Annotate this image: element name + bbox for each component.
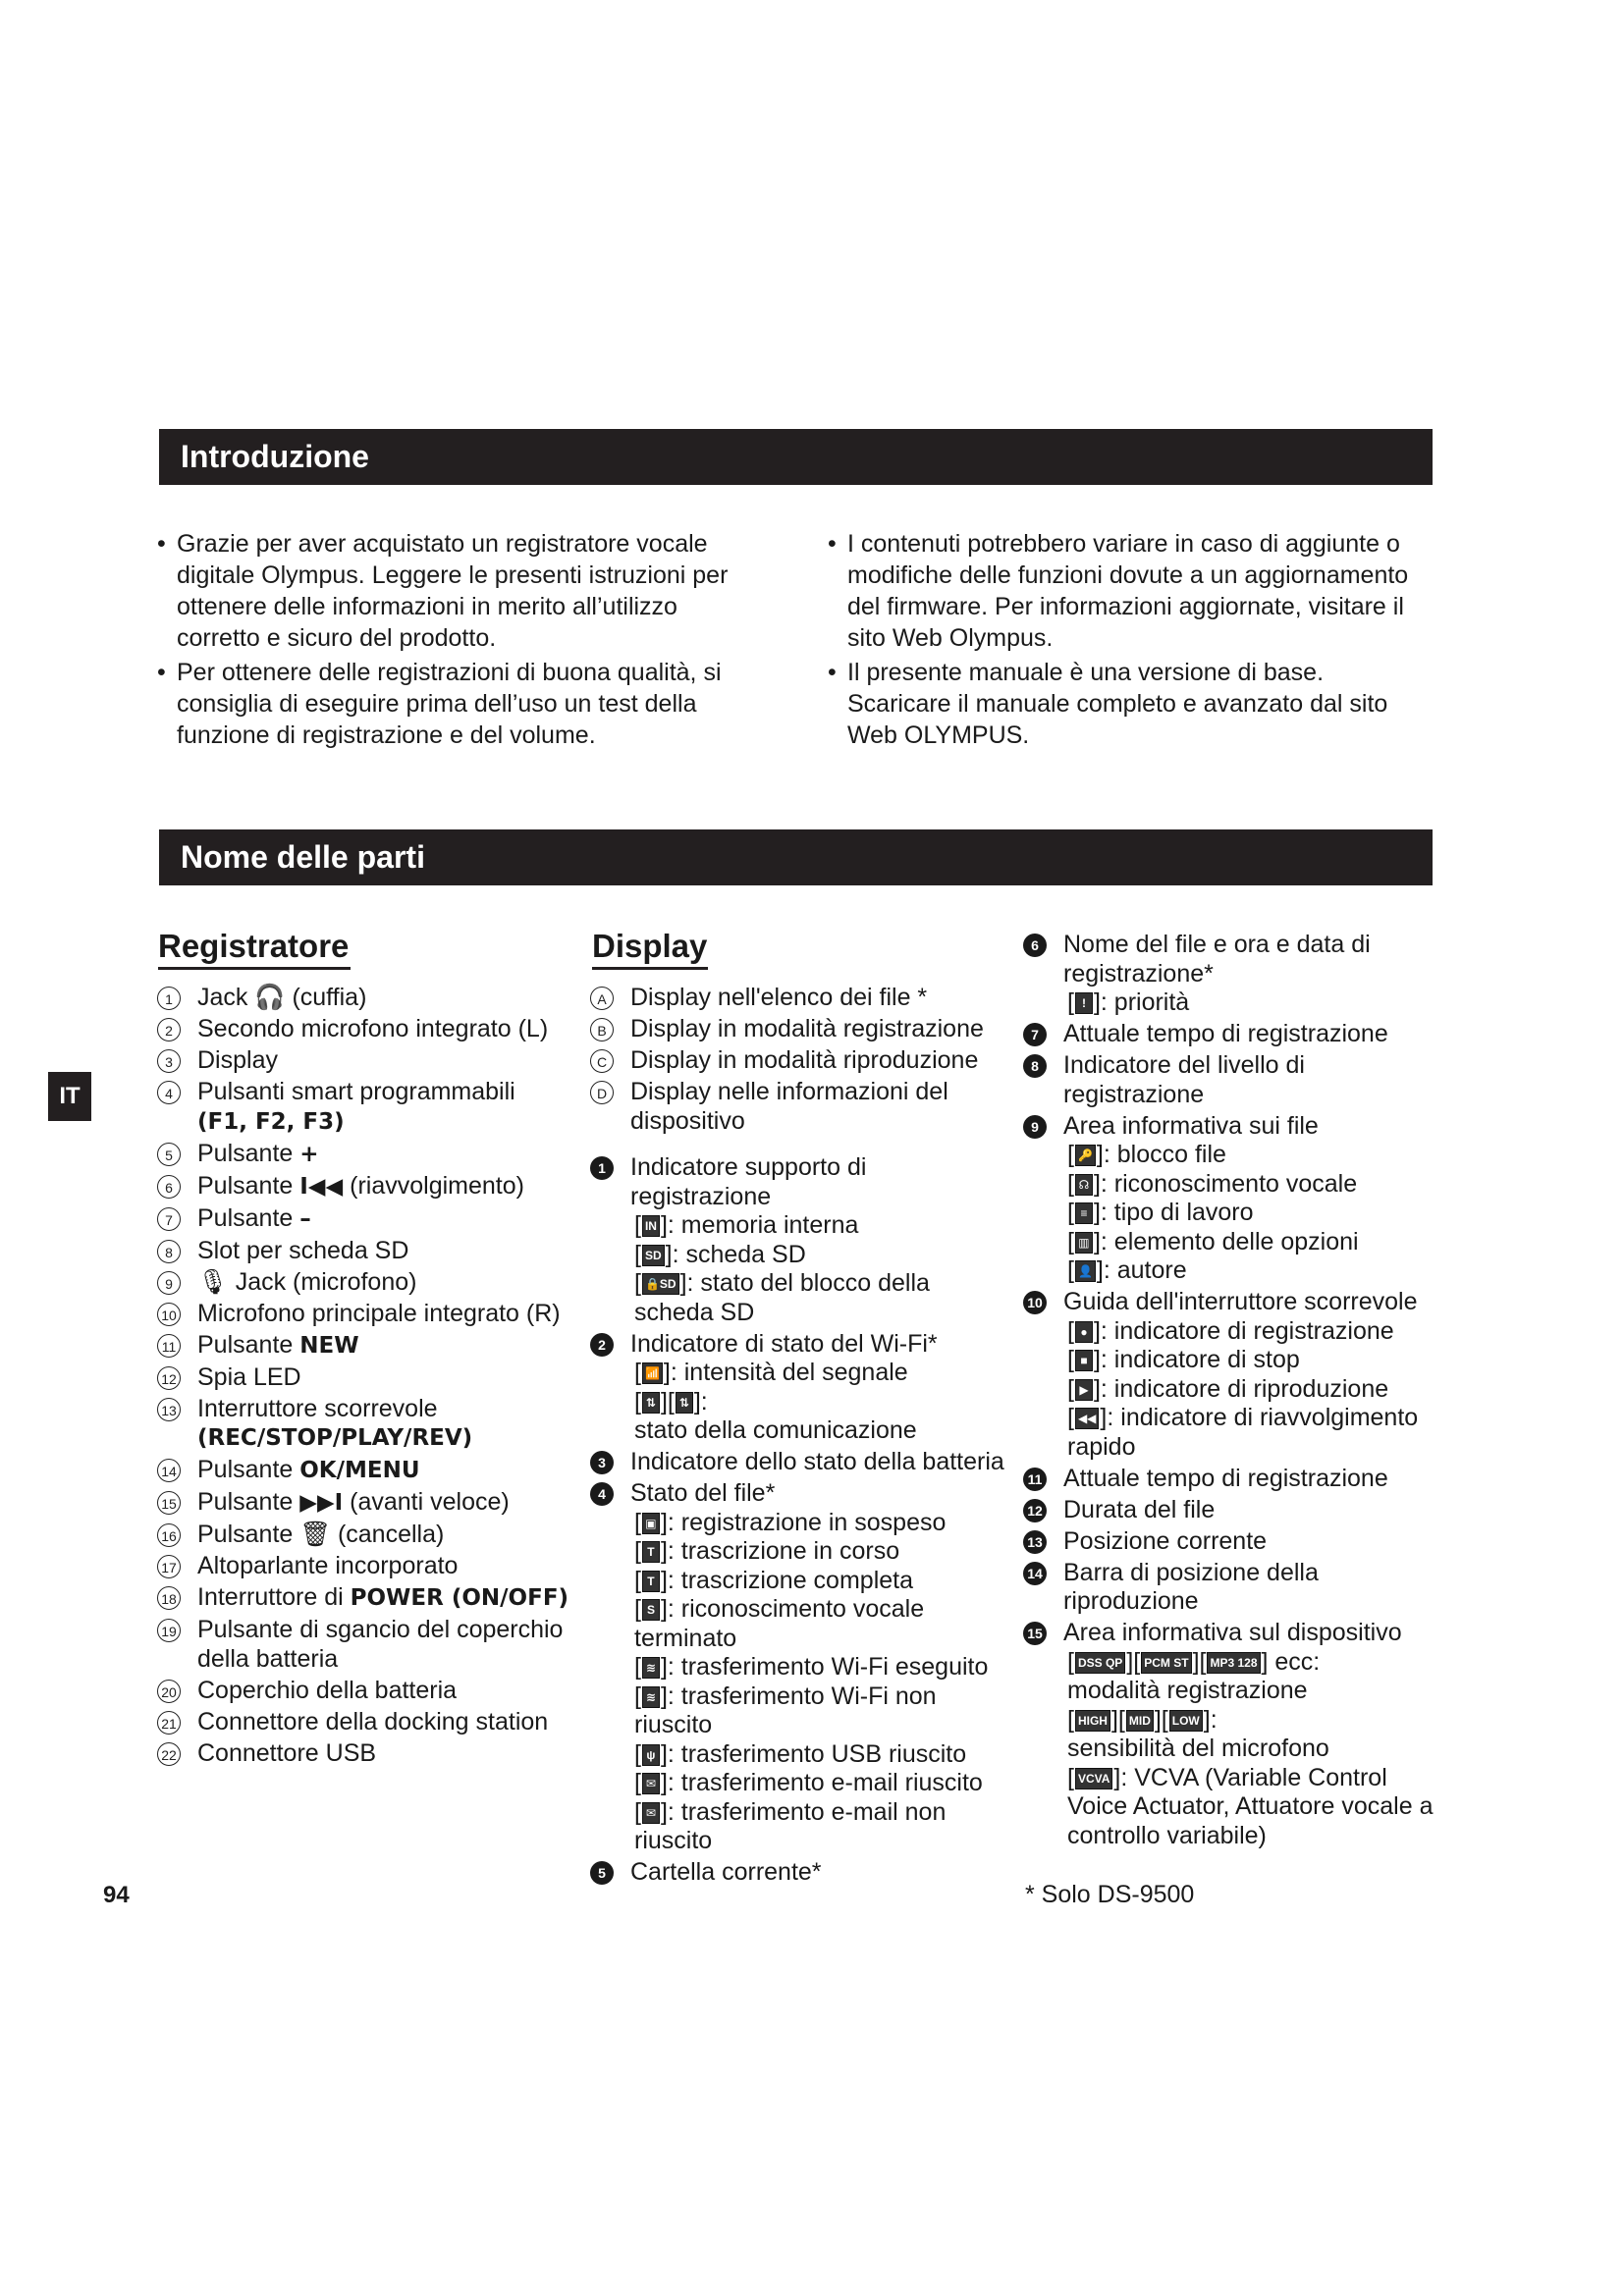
- button-name: NEW: [299, 1332, 359, 1359]
- indicator-icon: MID: [1126, 1710, 1154, 1732]
- indicator-icon: !: [1075, 992, 1093, 1014]
- section-title-introduzione: Introduzione: [181, 439, 369, 474]
- display-indicator-item: 2 Indicatore di stato del Wi-Fi* [ 📶 ]: intensità del segnale [ ⇅ ][ ⇅ ]: stato della comunicazione: [590, 1330, 1012, 1446]
- sub-item: modalità registrazione: [1067, 1677, 1308, 1704]
- item-number: 22: [157, 1742, 181, 1766]
- part-item: 21 Connettore della docking station: [157, 1708, 589, 1737]
- display-mode-item: D Display nelle informazioni del dispositivo: [590, 1078, 1012, 1136]
- sub-item: [ T ]: trascrizione in corso: [634, 1537, 900, 1565]
- button-name: –: [299, 1205, 311, 1232]
- sub-item: [ ◀◀ ]: indicatore di riavvolgimento rapido: [1067, 1404, 1419, 1461]
- indicator-icon: T: [642, 1541, 660, 1563]
- item-number: D: [590, 1081, 614, 1104]
- indicator-icon: ▶: [1075, 1379, 1093, 1401]
- intro-left-column: [157, 528, 756, 751]
- part-item: 11 Pulsante NEW: [157, 1331, 589, 1362]
- part-item: 4 Pulsanti smart programmabili (F1, F2, F3): [157, 1078, 589, 1137]
- sub-item: [ DSS QP ][ PCM ST ][ MP3 128 ] ecc:: [1067, 1647, 1321, 1676]
- indicator-icon: 📶: [642, 1362, 663, 1384]
- indicator-icon: DSS QP: [1075, 1652, 1125, 1674]
- display-indicator-item: 7 Attuale tempo di registrazione: [1023, 1020, 1445, 1049]
- item-number: 8: [1023, 1054, 1047, 1078]
- item-number: A: [590, 987, 614, 1010]
- part-item: 2 Secondo microfono integrato (L): [157, 1015, 589, 1044]
- indicator-icon: ●: [1075, 1321, 1093, 1343]
- sub-item: [ S ]: riconoscimento vocale terminato: [634, 1595, 925, 1652]
- display-list-continued: [1023, 931, 1445, 1853]
- item-number: 2: [157, 1018, 181, 1041]
- sub-item: [ ■ ]: indicatore di stop: [1067, 1346, 1300, 1373]
- item-number: 7: [1023, 1023, 1047, 1046]
- footnote: * Solo DS-9500: [1025, 1881, 1195, 1908]
- item-number: 13: [1023, 1530, 1047, 1554]
- sub-item: [ ▣ ]: registrazione in sospeso: [634, 1508, 947, 1536]
- language-tab: IT: [48, 1072, 91, 1121]
- part-item: 14 Pulsante OK/MENU: [157, 1456, 589, 1486]
- part-item: 22 Connettore USB: [157, 1739, 589, 1769]
- indicator-icon: HIGH: [1075, 1710, 1110, 1732]
- part-item: 15 Pulsante ▶▶I (avanti veloce): [157, 1488, 589, 1519]
- indicator-icon: S: [642, 1599, 660, 1621]
- section-bar-nome-delle-parti: [159, 829, 1433, 885]
- item-number: C: [590, 1049, 614, 1073]
- item-number: 7: [157, 1207, 181, 1231]
- item-number: 17: [157, 1555, 181, 1578]
- part-item: 20 Coperchio della batteria: [157, 1677, 589, 1706]
- part-item: 5 Pulsante +: [157, 1140, 589, 1170]
- sub-item: [ ▶ ]: indicatore di riproduzione: [1067, 1374, 1389, 1403]
- indicator-icon: ⇅: [676, 1392, 693, 1414]
- sub-item: stato della comunicazione: [634, 1416, 917, 1444]
- display-indicator-item: 12 Durata del file: [1023, 1496, 1445, 1525]
- indicator-icon: 👤: [1075, 1260, 1096, 1282]
- item-number: 15: [157, 1491, 181, 1515]
- item-number: 5: [157, 1143, 181, 1166]
- sub-item: [ 🔑 ]: blocco file: [1067, 1141, 1226, 1168]
- headphone-icon: 🎧: [254, 984, 286, 1011]
- item-number: 2: [590, 1333, 614, 1357]
- item-number: 3: [157, 1049, 181, 1073]
- registratore-list: [157, 984, 589, 1771]
- indicator-icon: ⇅: [642, 1392, 660, 1414]
- sub-item: sensibilità del microfono: [1067, 1735, 1329, 1762]
- section-title-nome-delle-parti: Nome delle parti: [181, 839, 425, 875]
- sub-item: [ ≋ ]: trasferimento Wi-Fi non riuscito: [634, 1682, 937, 1738]
- sub-item: [ ! ]: priorità: [1067, 988, 1190, 1016]
- sub-item: [ ✉ ]: trasferimento e-mail riuscito: [634, 1769, 983, 1796]
- sub-item: [ HIGH ][ MID ][ LOW ]:: [1067, 1705, 1218, 1734]
- sub-item: [ 🔒SD ]: stato del blocco della scheda SD: [634, 1269, 930, 1326]
- item-number: 14: [157, 1459, 181, 1482]
- display-list: [590, 984, 1012, 1890]
- item-number: 20: [157, 1680, 181, 1703]
- part-item: 9 🎙 Jack (microfono): [157, 1268, 589, 1298]
- display-indicator-item: 9 Area informativa sui file [ 🔑 ]: blocco file [ ☊ ]: riconoscimento vocale [ ≡ ]: tipo di lavoro [ ▥ ]: elemento delle opzioni [ 👤 ]: autore: [1023, 1112, 1445, 1286]
- display-indicator-item: 5 Cartella corrente*: [590, 1858, 1012, 1888]
- display-indicator-item: 3 Indicatore dello stato della batteria: [590, 1448, 1012, 1477]
- indicator-icon: SD: [642, 1245, 665, 1266]
- sub-item: [ ▥ ]: elemento delle opzioni: [1067, 1227, 1359, 1255]
- sub-item: [ 📶 ]: intensità del segnale: [634, 1359, 908, 1386]
- item-number: 10: [157, 1303, 181, 1326]
- indicator-icon: T: [642, 1571, 660, 1592]
- display-indicator-item: 10 Guida dell'interruttore scorrevole [ ● ]: indicatore di registrazione [ ■ ]: indicatore di stop [ ▶ ]: indicatore di riproduzione [ ◀◀ ]: indicatore di riavvolgimento rapido: [1023, 1288, 1445, 1462]
- part-item: 19 Pulsante di sgancio del coperchio della batteria: [157, 1616, 589, 1674]
- indicator-icon: 🔑: [1075, 1145, 1096, 1166]
- item-number: 14: [1023, 1562, 1047, 1585]
- button-name: POWER (ON/OFF): [350, 1585, 569, 1611]
- item-number: 8: [157, 1240, 181, 1263]
- indicator-icon: ■: [1075, 1350, 1093, 1371]
- button-name: I◀◀: [299, 1173, 344, 1200]
- item-number: 18: [157, 1586, 181, 1610]
- indicator-icon: ≋: [642, 1657, 660, 1679]
- display-indicator-item: 13 Posizione corrente: [1023, 1527, 1445, 1557]
- item-number: 3: [590, 1451, 614, 1474]
- part-item: 10 Microfono principale integrato (R): [157, 1300, 589, 1329]
- part-item: 17 Altoparlante incorporato: [157, 1552, 589, 1581]
- display-indicator-item: 14 Barra di posizione della riproduzione: [1023, 1559, 1445, 1617]
- microphone-icon: 🎙: [197, 1267, 229, 1296]
- part-item: 8 Slot per scheda SD: [157, 1237, 589, 1266]
- indicator-icon: IN: [642, 1215, 660, 1237]
- sub-item: [ VCVA ]: VCVA (Variable Control Voice Actuator, Attuatore vocale a controllo variabile): [1067, 1763, 1434, 1849]
- indicator-icon: ≡: [1075, 1202, 1093, 1224]
- item-number: 4: [590, 1482, 614, 1506]
- part-item: 13 Interruttore scorrevole (REC/STOP/PLAY/REV): [157, 1395, 589, 1454]
- sub-item: [ ✉ ]: trasferimento e-mail non riuscito: [634, 1797, 947, 1854]
- display-mode-item: C Display in modalità riproduzione: [590, 1046, 1012, 1076]
- page-number: 94: [103, 1882, 130, 1908]
- indicator-icon: 🔒SD: [642, 1273, 679, 1295]
- sub-item: [ ☊ ]: riconoscimento vocale: [1067, 1169, 1358, 1198]
- indicator-icon: ▣: [642, 1513, 660, 1534]
- button-name: +: [299, 1141, 319, 1167]
- item-number: 13: [157, 1398, 181, 1421]
- section-bar-introduzione: [159, 429, 1433, 485]
- sub-item: [ ● ]: indicatore di registrazione: [1067, 1316, 1394, 1345]
- sub-item: [ ≡ ]: tipo di lavoro: [1067, 1199, 1254, 1226]
- display-indicator-item: 6 Nome del file e ora e data di registrazione* [ ! ]: priorità: [1023, 931, 1445, 1018]
- item-number: 15: [1023, 1622, 1047, 1645]
- display-indicator-item: 4 Stato del file* [ ▣ ]: registrazione in sospeso [ T ]: trascrizione in corso [ T ]: trascrizione completa [ S ]: riconoscimento vocale terminato [ ≋ ]: trasferimento Wi-Fi eseguito [ ≋ ]: trasferimento Wi-Fi non riuscito [ ψ ]: trasferimento USB riuscito [ ✉ ]: trasferimento e-mail riuscito [ ✉ ]: trasferimento e-mail non riuscito: [590, 1479, 1012, 1856]
- indicator-icon: ψ: [642, 1744, 660, 1766]
- display-indicator-item: 15 Area informativa sul dispositivo [ DSS QP ][ PCM ST ][ MP3 128 ] ecc: modalità registrazione [ HIGH ][ MID ][ LOW ]: sensibilità del microfono [ VCVA ]: VCVA (Variable Control Voice Actuator, Attuatore vocale a controllo variabile): [1023, 1619, 1445, 1850]
- item-number: 6: [1023, 934, 1047, 957]
- display-indicator-item: 8 Indicatore del livello di registrazione: [1023, 1051, 1445, 1109]
- sub-item: [ SD ]: scheda SD: [634, 1240, 806, 1268]
- intro-bullet: • Per ottenere delle registrazioni di buona qualità, si consiglia di eseguire prima dell’uso un test della funzione di registrazione e del volume.: [157, 657, 756, 751]
- sub-item: [ ≋ ]: trasferimento Wi-Fi eseguito: [634, 1653, 989, 1681]
- intro-right-column: [828, 528, 1417, 751]
- intro-bullet: • I contenuti potrebbero variare in caso di aggiunte o modifiche delle funzioni dovute a un aggiornamento del firmware. Per informazioni aggiornate, visitare il sito Web Olympus.: [828, 528, 1417, 654]
- item-number: 12: [1023, 1499, 1047, 1522]
- item-number: 16: [157, 1523, 181, 1547]
- sub-item: [ ⇅ ][ ⇅ ]:: [634, 1387, 708, 1415]
- indicator-icon: MP3 128: [1207, 1652, 1260, 1674]
- part-item: 16 Pulsante 🗑 (cancella): [157, 1521, 589, 1550]
- item-number: 12: [157, 1366, 181, 1390]
- indicator-icon: ◀◀: [1075, 1408, 1099, 1429]
- sub-item: [ T ]: trascrizione completa: [634, 1566, 913, 1594]
- part-item: 7 Pulsante –: [157, 1204, 589, 1235]
- item-number: 19: [157, 1619, 181, 1642]
- subheading-registratore: Registratore: [158, 927, 351, 970]
- item-number: 10: [1023, 1291, 1047, 1314]
- indicator-icon: ✉: [642, 1773, 660, 1794]
- button-name: ▶▶I: [299, 1490, 344, 1516]
- indicator-icon: ≋: [642, 1686, 660, 1708]
- display-indicator-item: 1 Indicatore supporto di registrazione [ IN ]: memoria interna [ SD ]: scheda SD [ 🔒SD ]: stato del blocco della scheda SD: [590, 1153, 1012, 1327]
- part-item: 1 Jack 🎧 (cuffia): [157, 984, 589, 1013]
- control-names: (F1, F2, F3): [197, 1108, 345, 1135]
- part-item: 6 Pulsante I◀◀ (riavvolgimento): [157, 1172, 589, 1202]
- display-mode-item: A Display nell'elenco dei file *: [590, 984, 1012, 1013]
- sub-item: [ ψ ]: trasferimento USB riuscito: [634, 1739, 967, 1768]
- item-number: 1: [157, 987, 181, 1010]
- intro-bullet: • Il presente manuale è una versione di base. Scaricare il manuale completo e avanzato dal sito Web OLYMPUS.: [828, 657, 1417, 751]
- item-number: 21: [157, 1711, 181, 1735]
- trash-icon: 🗑: [299, 1521, 331, 1548]
- item-number: 9: [1023, 1115, 1047, 1139]
- item-number: 1: [590, 1156, 614, 1180]
- indicator-icon: ▥: [1075, 1232, 1093, 1254]
- indicator-icon: ☊: [1075, 1174, 1093, 1196]
- button-name: OK/MENU: [299, 1458, 420, 1483]
- item-number: 11: [1023, 1468, 1047, 1491]
- control-names: (REC/STOP/PLAY/REV): [197, 1425, 473, 1451]
- sub-item: [ IN ]: memoria interna: [634, 1211, 859, 1239]
- part-item: 18 Interruttore di POWER (ON/OFF): [157, 1583, 589, 1614]
- item-number: 5: [590, 1861, 614, 1885]
- item-number: 11: [157, 1334, 181, 1358]
- indicator-icon: ✉: [642, 1802, 660, 1824]
- intro-bullet: • Grazie per aver acquistato un registratore vocale digitale Olympus. Leggere le presenti istruzioni per ottenere delle informazioni in merito all’utilizzo corretto e sicuro del prodotto.: [157, 528, 756, 654]
- item-number: B: [590, 1018, 614, 1041]
- display-mode-item: B Display in modalità registrazione: [590, 1015, 1012, 1044]
- part-item: 3 Display: [157, 1046, 589, 1076]
- subheading-display: Display: [592, 927, 708, 970]
- item-number: 9: [157, 1271, 181, 1295]
- indicator-icon: PCM ST: [1141, 1652, 1191, 1674]
- display-indicator-item: 11 Attuale tempo di registrazione: [1023, 1465, 1445, 1494]
- indicator-icon: LOW: [1169, 1710, 1203, 1732]
- indicator-icon: VCVA: [1075, 1768, 1112, 1789]
- item-number: 6: [157, 1175, 181, 1199]
- sub-item: [ 👤 ]: autore: [1067, 1256, 1187, 1284]
- item-number: 4: [157, 1081, 181, 1104]
- part-item: 12 Spia LED: [157, 1363, 589, 1393]
